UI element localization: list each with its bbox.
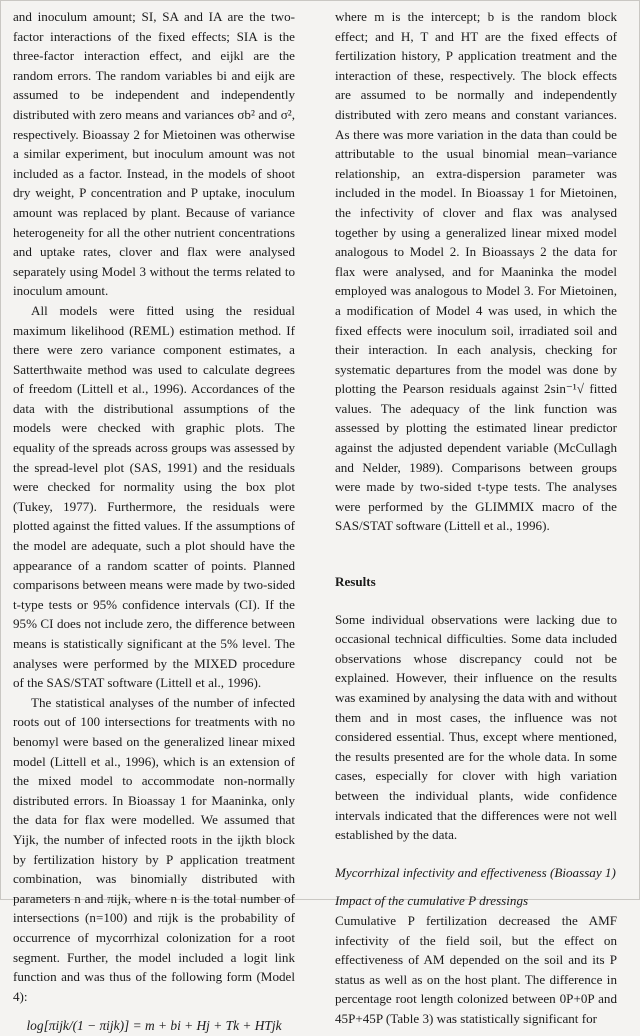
paragraph-cumulative-p: Cumulative P fertilization decreased the AMF infectivity of the field soil, but the effect on effectiveness of AM depended on the soil and its P status as well as on the host plant. The difference in percentage root length colonized between 0P+0P and 45P+45P (Table 3) was statistically significant for: [335, 912, 617, 1026]
left-column: [13, 7, 295, 1036]
paragraph-results-intro: Some individual observations were lacking due to occasional technical difficulties. Some data included observations whose discrepancy could not be explained. However, their influence on the results was examined by analysing the data with and without them and in most cases, the influence was not considered essential. Thus, except where mentioned, the results presented are for the whole data. In some cases, especially for clover with high variation between the individual plants, wide confidence intervals indicated that the differences were not well established by the data.: [335, 611, 617, 843]
paragraph-reml-estimation: All models were fitted using the residual maximum likelihood (REML) estimation method. If there were zero variance component estimates, a Satterthwaite method was used to calculate degrees of freedom (Littell et al., 1996). Accordances of the data with the distributional assumptions of the models were checked with graphic plots. The equality of the spreads across groups was assessed by the spread-level plot (SAS, 1991) and the residuals were checked for normality using the box plot (Tukey, 1977). Furthermore, the residuals were plotted against the fitted values. If the assumptions of the model are adequate, such a plot should have the appearance of a random scatter of points. Planned comparisons between means were made by two-sided t-type tests or 95% confidence intervals (CI). If the 95% CI does not include zero, the difference between means is statistically significant at the 5% level. The analyses were performed by the MIXED procedure of the SAS/STAT software (Littell et al., 1996).: [13, 302, 295, 691]
model-4-formula: log[πijk/(1 − πijk)] = m + bi + Hj + Tk + HTjk: [26, 1018, 282, 1034]
paragraph-model-effects: where m is the intercept; b is the random block effect; and H, T and HT are the fixed effects of fertilization history, P application treatment and the interaction of these, respectively. The block effects are assumed to be normally and independently distributed with zero means and constant variances. As there was more variation in the data than could be attributable to the usual binomial mean–variance relationship, an extra-dispersion parameter was included in the model. In Bioassay 1 for Mietoinen, the infectivity of clover and flax was analysed together by using a generalized linear mixed model analogous to Model 2. In Bioassays 2 the data for flax were analysed, and for Maaninka the model employed was analogous to Model 3. For Mietoinen, a modification of Model 4 was used, in which the fixed effects were inoculum soil, irradiated soil and their interaction. In each analysis, checking for systematic departures from the model was done by plotting the Pearson residuals against 2sin⁻¹√ fitted values. The adequacy of the link function was assessed by plotting the estimated linear predictor against the adjusted dependent variable (McCullagh and Nelder, 1989). Comparisons between groups were made by two-sided t-type tests. The analyses were performed by the GLIMMIX macro of the SAS/STAT software (Littell et al., 1996).: [335, 9, 617, 534]
paragraph-model-terms: and inoculum amount; SI, SA and IA are the two-factor interactions of the fixed effects; SIA is the three-factor interaction effect, and eijkl are the random errors. The random variables bi and eijk are assumed to be independent and independently distributed with zero means and variances σb² and σ², respectively. Bioassay 2 for Mietoinen was otherwise a similar experiment, but inoculum amount was not included as a factor. Instead, in the models of shoot dry weight, P concentration and P uptake, inoculum amount was replaced by plant. Because of variance heterogeneity for all the other nutrient concentrations and uptake rates, clover and flax were analysed separately using Model 3 without the terms related to inoculum amount.: [13, 9, 295, 299]
paragraph-glmm-analysis: The statistical analyses of the number of infected roots out of 100 intersections for treatments with no benomyl were based on the generalized linear mixed model (Littell et al., 1996), which is an extension of the mixed model to accommodate non-normally distributed errors. In Bioassay 1 for Maaninka, only the data for flax were modelled. We assumed that Yijk, the number of infected roots in the ijkth block by fertilization history by P application treatment combination, was binomially distributed with parameters n and πijk, where n is the total number of intersections (n=100) and πijk is the probability of occurrence of mycorrhizal colonization for a root segment. Further, the model included a logit link function and was thus of the following form (Model 4):: [13, 694, 295, 1004]
right-column: [335, 7, 617, 1029]
subheading-cumulative-p: Impact of the cumulative P dressings: [335, 893, 529, 909]
subheading-mycorrhizal-infectivity: Mycorrhizal infectivity and effectiveness (Bioassay 1): [335, 864, 616, 880]
section-heading-results: Results: [335, 574, 376, 590]
